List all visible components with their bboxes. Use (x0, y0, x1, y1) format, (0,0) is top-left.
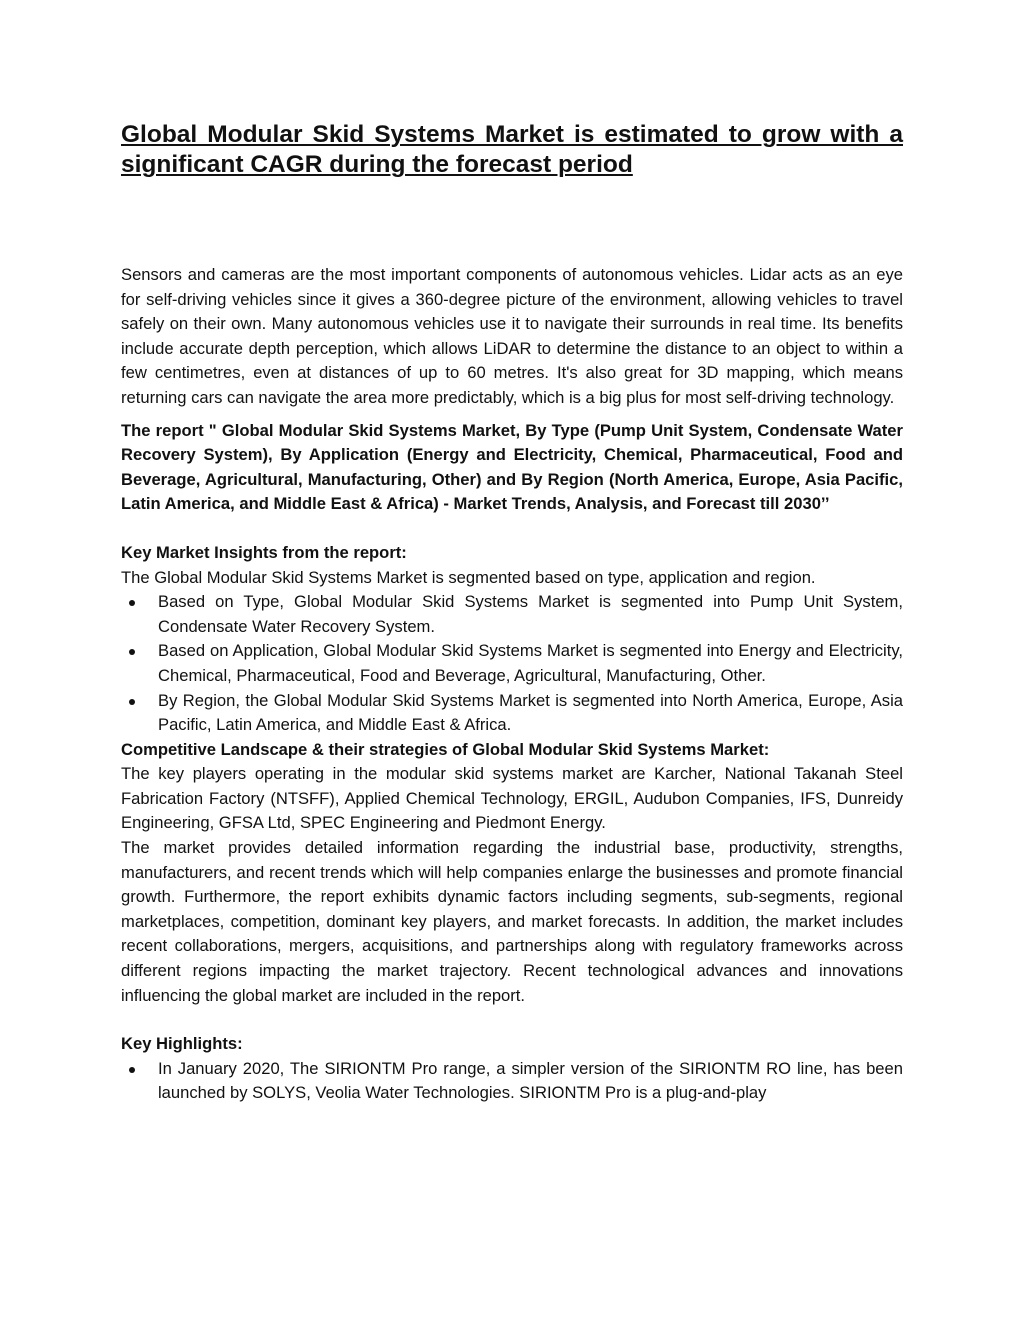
list-item (121, 1057, 903, 1106)
highlights-bullet-list (121, 1057, 903, 1106)
list-item (121, 590, 903, 639)
competitive-landscape-heading: Competitive Landscape & their strategies of Global Modular Skid Systems Market: (121, 739, 770, 759)
bullet-icon (129, 699, 135, 705)
segmentation-intro: The Global Modular Skid Systems Market is segmented based on type, application and region. (121, 567, 816, 587)
list-item-text: Based on Type, Global Modular Skid Systems Market is segmented into Pump Unit System, Condensate Water Recovery System. (158, 592, 903, 636)
document-page (121, 120, 903, 1106)
insights-bullet-list (121, 590, 903, 738)
market-info-paragraph: The market provides detailed information regarding the industrial base, productivity, strengths, manufacturers, and recent trends which will help companies enlarge the businesses and promote financial growth. Furthermore, the report exhibits dynamic factors including segments, sub-segments, regional marketplaces, competition, dominant key players, and market forecasts. In addition, the market includes recent collaborations, mergers, acquisitions, and partnerships along with regulatory frameworks across different regions impacting the market trajectory. Recent technological advances and innovations influencing the global market are included in the report. (121, 838, 903, 1005)
bullet-icon (129, 600, 135, 606)
list-item-text: In January 2020, The SIRIONTM Pro range, a simpler version of the SIRIONTM RO line, has been launched by SOLYS, Veolia Water Technologies. SIRIONTM Pro is a plug-and-play (158, 1058, 903, 1103)
document-title: Global Modular Skid Systems Market is estimated to grow with a significant CAGR during the forecast period (121, 121, 903, 178)
list-item-text: Based on Application, Global Modular Skid Systems Market is segmented into Energy and Electricity, Chemical, Pharmaceutical, Food and Beverage, Agricultural, Manufacturing, Other. (158, 641, 903, 685)
intro-paragraph: Sensors and cameras are the most important components of autonomous vehicles. Lidar acts as an eye for self-driving vehicles since it gives a 360-degree picture of the environment, allowing vehicles to travel safely on their own. Many autonomous vehicles use it to navigate their surrounds in real time. Its benefits include accurate depth perception, which allows LiDAR to determine the distance to an object to within a few centimetres, even at distances of up to 60 metres. It's also great for 3D mapping, which means returning cars can navigate the area more predictably, which is a big plus for most self-driving technology. (121, 265, 903, 407)
key-highlights-heading: Key Highlights: (121, 1034, 243, 1054)
list-item-text: By Region, the Global Modular Skid Systems Market is segmented into North America, Europe, Asia Pacific, Latin America, and Middle East & Africa. (158, 690, 903, 735)
list-item (121, 689, 903, 738)
bullet-icon (129, 1067, 135, 1073)
key-market-insights-heading: Key Market Insights from the report: (121, 542, 407, 562)
list-item (121, 639, 903, 688)
report-title-paragraph: The report " Global Modular Skid Systems Market, By Type (Pump Unit System, Condensate Water Recovery System), By Application (Energy and Electricity, Chemical, Pharmaceutical, Food and Beverage, Agricultural, Manufacturing, Other) and By Region (North America, Europe, Asia Pacific, Latin America, and Middle East & Africa) - Market Trends, Analysis, and Forecast till 2030’’ (121, 420, 903, 514)
bullet-icon (129, 649, 135, 655)
key-players-paragraph: The key players operating in the modular skid systems market are Karcher, National Takanah Steel Fabrication Factory (NTSFF), Applied Chemical Technology, ERGIL, Audubon Companies, IFS, Dunreidy Engineering, GFSA Ltd, SPEC Engineering and Piedmont Energy. (121, 764, 903, 833)
